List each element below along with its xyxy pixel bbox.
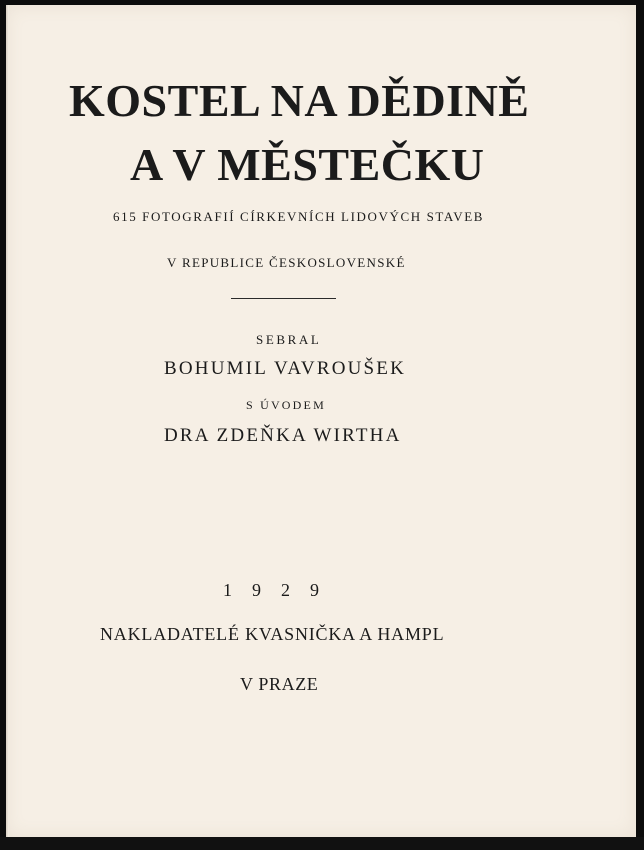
author-name: BOHUMIL VAVROUŠEK: [164, 358, 407, 379]
subtitle-line-1: 615 FOTOGRAFIÍ CÍRKEVNÍCH LIDOVÝCH STAVEB: [113, 209, 485, 224]
collected-by-label: SEBRAL: [256, 332, 322, 347]
introduction-label: S ÚVODEM: [246, 398, 326, 412]
page-gutter-shadow: [6, 5, 9, 837]
book-title-line-1: KOSTEL NA DĚDINĚ: [69, 75, 530, 126]
introduction-author-name: DRA ZDEŇKA WIRTHA: [164, 425, 402, 446]
scan-bottom-border: [0, 837, 644, 850]
book-title-line-2: A V MĚSTEČKU: [130, 139, 485, 190]
publisher-name: NAKLADATELÉ KVASNIČKA A HAMPL: [100, 624, 445, 644]
subtitle-line-2: V REPUBLICE ČESKOSLOVENSKÉ: [167, 255, 406, 270]
publication-city: V PRAZE: [240, 674, 319, 694]
title-page: [6, 5, 636, 837]
divider-rule: [231, 298, 336, 299]
publication-year: 1929: [223, 580, 339, 600]
